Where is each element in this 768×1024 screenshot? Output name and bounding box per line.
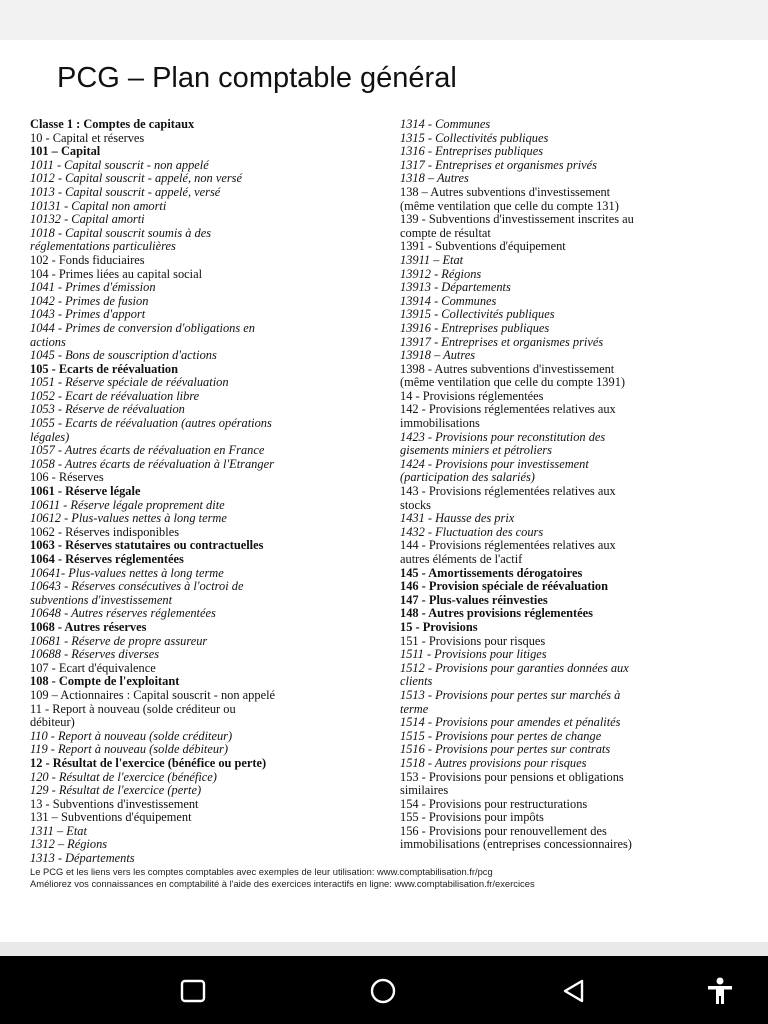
account-line: 10688 - Réserves diverses — [30, 647, 160, 662]
footer-line: Améliorez vos connaissances en comptabilité à l'aide des exercices interactifs en ligne: www.comptabilisation.fr/exercices — [30, 878, 535, 889]
recent-apps-button[interactable] — [176, 974, 210, 1008]
account-line: 1058 - Autres écarts de réévaluation à l'Etranger — [30, 456, 274, 471]
document-title: PCG – Plan comptable général — [57, 62, 457, 94]
android-navigation-bar — [0, 956, 768, 1024]
account-line: 1318 – Autres — [400, 171, 469, 186]
account-line: terme — [400, 701, 429, 716]
account-line: 1062 - Réserves indisponibles — [30, 524, 180, 539]
account-line: 11 - Report à nouveau (solde créditeur ou — [30, 701, 236, 716]
account-line: 1515 - Provisions pour pertes de change — [400, 728, 602, 743]
account-line: 1512 - Provisions pour garanties données aux — [400, 660, 629, 675]
account-line: 131 – Subventions d'équipement — [30, 810, 192, 825]
account-line: 13916 - Entreprises publiques — [400, 320, 550, 335]
account-line: 1013 - Capital souscrit - appelé, versé — [30, 184, 221, 199]
account-line: 138 – Autres subventions d'investissement — [400, 184, 611, 199]
account-line: 1052 - Ecart de réévaluation libre — [30, 388, 200, 403]
left-column — [30, 118, 385, 866]
account-line: stocks — [400, 497, 431, 512]
account-line: réglementations particulières — [30, 239, 176, 254]
account-line: Classe 1 : Comptes de capitaux — [30, 117, 195, 131]
account-line: 13912 - Régions — [400, 266, 482, 281]
account-line: 1518 - Autres provisions pour risques — [400, 755, 587, 770]
account-line: 155 - Provisions pour impôts — [400, 810, 544, 825]
account-line: légales) — [30, 429, 70, 444]
account-line: 12 - Résultat de l'exercice (bénéfice ou perte) — [30, 755, 267, 770]
account-line: 10612 - Plus-values nettes à long terme — [30, 511, 227, 526]
square-outline-icon — [176, 974, 210, 1008]
account-line: 1064 - Réserves réglementées — [30, 552, 184, 566]
account-line: 139 - Subventions d'investissement inscrites au — [400, 212, 634, 227]
account-line: 1041 - Primes d'émission — [30, 280, 156, 295]
account-line: 1045 - Bons de souscription d'actions — [30, 348, 217, 363]
account-line: 1042 - Primes de fusion — [30, 293, 149, 308]
account-line: 129 - Résultat de l'exercice (perte) — [30, 783, 202, 798]
account-line: immobilisations (entreprises concessionnaires) — [400, 837, 632, 852]
top-bar — [0, 0, 768, 41]
circle-outline-icon — [366, 974, 400, 1008]
account-line: 1313 - Départements — [30, 851, 135, 866]
account-line: 1314 - Communes — [400, 117, 491, 131]
account-line: 153 - Provisions pour pensions et obligations — [400, 769, 624, 784]
account-line: 102 - Fonds fiduciaires — [30, 252, 145, 267]
account-line: actions — [30, 334, 66, 349]
account-line: 1514 - Provisions pour amendes et pénalités — [400, 715, 621, 730]
account-line: 1068 - Autres réserves — [30, 619, 147, 634]
account-line: 1423 - Provisions pour reconstitution des — [400, 429, 606, 444]
accessibility-person-icon — [703, 974, 737, 1008]
account-line: 148 - Autres provisions réglementées — [400, 606, 593, 621]
account-line: 142 - Provisions réglementées relatives aux — [400, 402, 616, 417]
account-line: 1317 - Entreprises et organismes privés — [400, 157, 597, 172]
account-line: 13911 – Etat — [400, 252, 464, 267]
account-line: 10611 - Réserve légale proprement dite — [30, 497, 225, 512]
account-line: 13 - Subventions d'investissement — [30, 796, 199, 811]
account-line: 1315 - Collectivités publiques — [400, 130, 549, 145]
account-line: 1424 - Provisions pour investissement — [400, 456, 589, 471]
account-line: 14 - Provisions réglementées — [400, 388, 544, 403]
account-line: (même ventilation que celle du compte 131) — [400, 198, 619, 213]
account-line: 1044 - Primes de conversion d'obligations en — [30, 320, 255, 335]
account-line: 105 - Ecarts de réévaluation — [30, 361, 178, 376]
account-line: 104 - Primes liées au capital social — [30, 266, 203, 281]
home-button[interactable] — [366, 974, 400, 1008]
accessibility-button[interactable] — [703, 974, 737, 1008]
account-line: 147 - Plus-values réinvesties — [400, 592, 548, 607]
account-line: 106 - Réserves — [30, 470, 104, 485]
account-line: compte de résultat — [400, 225, 491, 240]
account-line: 146 - Provision spéciale de réévaluation — [400, 579, 608, 594]
account-line: 1055 - Ecarts de réévaluation (autres opérations — [30, 416, 272, 431]
account-line: 154 - Provisions pour restructurations — [400, 796, 588, 811]
account-line: 1057 - Autres écarts de réévaluation en France — [30, 443, 265, 458]
account-line: 1513 - Provisions pour pertes sur marchés à — [400, 687, 621, 702]
account-line: 10681 - Réserve de propre assureur — [30, 633, 208, 648]
account-line: 1012 - Capital souscrit - appelé, non versé — [30, 171, 242, 186]
account-line: 10643 - Réserves consécutives à l'octroi de — [30, 579, 244, 594]
account-line: 13918 – Autres — [400, 348, 476, 363]
account-line: 108 - Compte de l'exploitant — [30, 674, 180, 689]
account-line: 10 - Capital et réserves — [30, 130, 145, 145]
account-line: 143 - Provisions réglementées relatives aux — [400, 484, 616, 499]
account-line: 15 - Provisions — [400, 619, 478, 634]
document-page[interactable] — [0, 40, 768, 942]
account-line: 10132 - Capital amorti — [30, 212, 145, 227]
account-line: débiteur) — [30, 715, 75, 730]
account-line: 1511 - Provisions pour litiges — [400, 647, 547, 662]
account-line: 1051 - Réserve spéciale de réévaluation — [30, 375, 229, 390]
account-line: immobilisations — [400, 416, 480, 431]
account-line: 10131 - Capital non amorti — [30, 198, 167, 213]
account-line: 13913 - Départements — [400, 280, 511, 295]
account-line: 1018 - Capital souscrit soumis à des — [30, 225, 212, 240]
account-line: gisements miniers et pétroliers — [400, 443, 552, 458]
account-line: 1316 - Entreprises publiques — [400, 144, 544, 159]
document-footer — [30, 866, 740, 890]
account-line: 13915 - Collectivités publiques — [400, 307, 555, 322]
account-line: 1011 - Capital souscrit - non appelé — [30, 157, 209, 172]
account-line: 145 - Amortissements dérogatoires — [400, 565, 583, 580]
account-line: similaires — [400, 783, 449, 798]
right-column — [400, 118, 738, 852]
account-line: 101 – Capital — [30, 144, 101, 159]
account-line: 109 – Actionnaires : Capital souscrit - non appelé — [30, 687, 276, 702]
account-line: 119 - Report à nouveau (solde débiteur) — [30, 742, 228, 757]
account-line: 151 - Provisions pour risques — [400, 633, 546, 648]
triangle-back-icon — [557, 974, 591, 1008]
account-line: 107 - Ecart d'équivalence — [30, 660, 156, 675]
account-line: 1061 - Réserve légale — [30, 484, 141, 499]
account-line: 1432 - Fluctuation des cours — [400, 524, 544, 539]
account-line: 10641- Plus-values nettes à long terme — [30, 565, 224, 580]
account-line: 1431 - Hausse des prix — [400, 511, 515, 526]
account-line: 1063 - Réserves statutaires ou contractuelles — [30, 538, 264, 553]
account-line: autres éléments de l'actif — [400, 552, 523, 566]
account-line: 1053 - Réserve de réévaluation — [30, 402, 185, 417]
account-line: 156 - Provisions pour renouvellement des — [400, 823, 607, 838]
back-button[interactable] — [557, 974, 591, 1008]
account-line: 13917 - Entreprises et organismes privés — [400, 334, 604, 349]
account-line: 1312 – Régions — [30, 837, 108, 852]
account-line: 120 - Résultat de l'exercice (bénéfice) — [30, 769, 217, 784]
account-line: 1311 – Etat — [30, 823, 87, 838]
account-line: (participation des salariés) — [400, 470, 535, 485]
footer-line: Le PCG et les liens vers les comptes comptables avec exemples de leur utilisation: www.comptabilisation.fr/pcg — [30, 866, 493, 877]
account-line: subventions d'investissement — [30, 592, 173, 607]
account-line: 144 - Provisions réglementées relatives aux — [400, 538, 616, 553]
account-line: (même ventilation que celle du compte 1391) — [400, 375, 626, 390]
account-line: clients — [400, 674, 433, 689]
account-line: 1398 - Autres subventions d'investissement — [400, 361, 615, 376]
account-line: 10648 - Autres réserves réglementées — [30, 606, 216, 621]
account-line: 110 - Report à nouveau (solde créditeur) — [30, 728, 233, 743]
account-line: 1391 - Subventions d'équipement — [400, 239, 566, 254]
account-line: 1043 - Primes d'apport — [30, 307, 146, 322]
account-line: 13914 - Communes — [400, 293, 497, 308]
account-line: 1516 - Provisions pour pertes sur contrats — [400, 742, 611, 757]
